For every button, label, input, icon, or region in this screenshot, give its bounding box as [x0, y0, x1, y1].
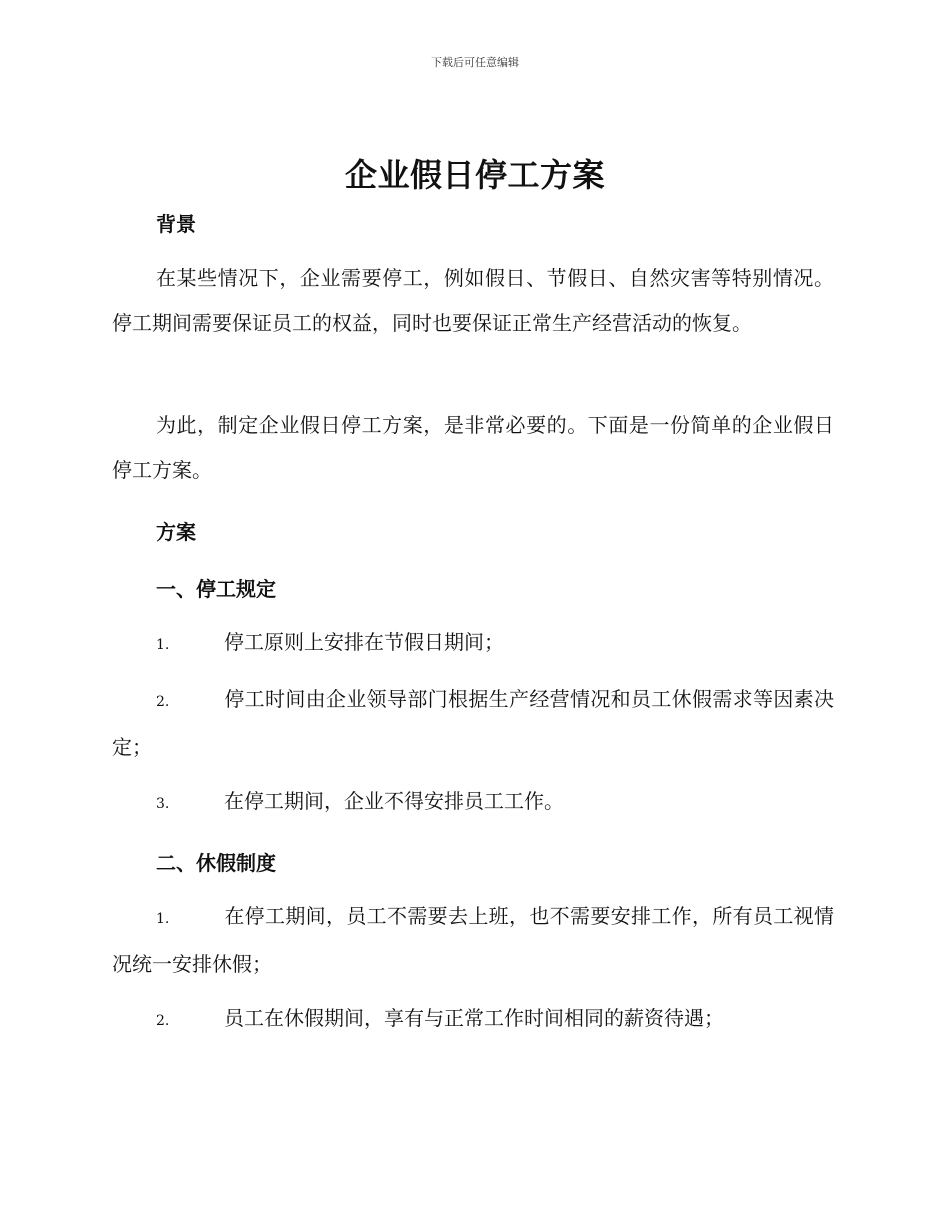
- list-item-number: 2.: [156, 694, 170, 710]
- list-item: [112, 620, 834, 668]
- section1-heading: 一、停工规定: [156, 577, 276, 601]
- list-item-number: 1.: [156, 911, 170, 927]
- background-heading: 背景: [156, 212, 196, 236]
- header-note: 下载后可任意编辑: [431, 56, 519, 69]
- background-paragraph-1: 在某些情况下，企业需要停工，例如假日、节假日、自然灾害等特别情况。停工期间需要保证员工的权益，同时也要保证正常生产经营活动的恢复。: [112, 266, 834, 335]
- list-item-number: 3.: [156, 796, 170, 812]
- list-item: [112, 996, 834, 1044]
- list-item-text: 在停工期间，员工不需要去上班，也不需要安排工作，所有员工视情况统一安排休假；: [112, 904, 834, 976]
- list-item-number: 1.: [156, 637, 170, 653]
- list-item: [112, 779, 834, 827]
- list-item-text: 停工时间由企业领导部门根据生产经营情况和员工休假需求等因素决定；: [112, 687, 834, 759]
- list-item: [112, 677, 834, 770]
- document-title: 企业假日停工方案: [344, 156, 605, 194]
- list-item-text: 在停工期间，企业不得安排员工工作。: [224, 789, 564, 813]
- list-item-number: 2.: [156, 1013, 170, 1029]
- plan-heading: 方案: [156, 520, 196, 544]
- section2-heading: 二、休假制度: [156, 851, 276, 875]
- background-paragraph-2: 为此，制定企业假日停工方案，是非常必要的。下面是一份简单的企业假日停工方案。: [112, 413, 834, 482]
- list-item: [112, 894, 834, 987]
- list-item-text: 停工原则上安排在节假日期间；: [224, 630, 504, 654]
- list-item-text: 员工在休假期间，享有与正常工作时间相同的薪资待遇；: [224, 1006, 724, 1030]
